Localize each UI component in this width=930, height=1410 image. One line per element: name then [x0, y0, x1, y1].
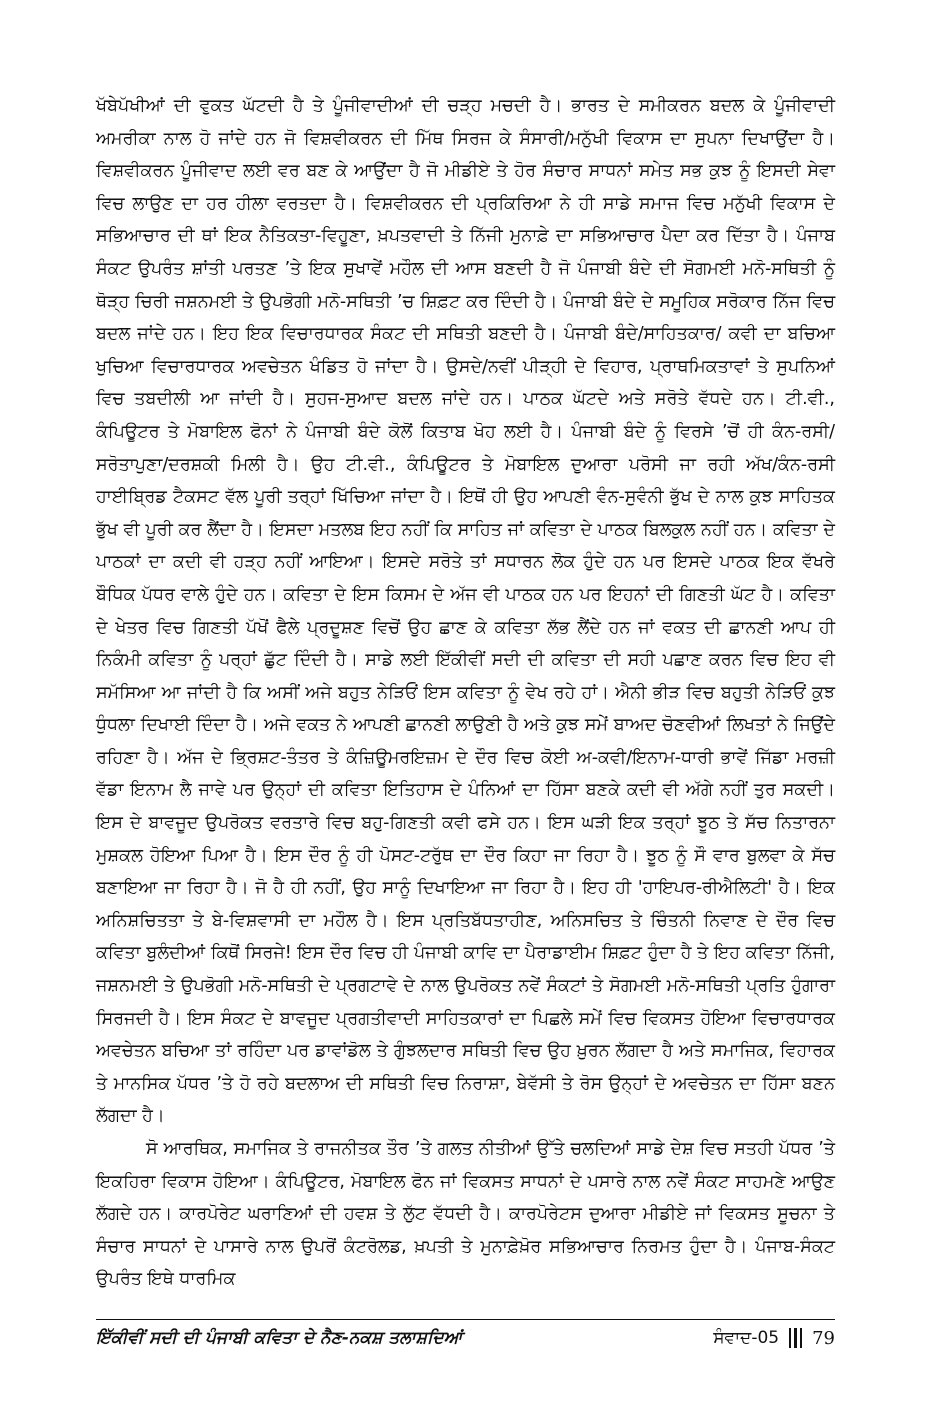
footer-right — [713, 1328, 835, 1349]
footer-divider — [96, 1319, 835, 1320]
paragraph-1: ਖੱਬੇਪੱਖੀਆਂ ਦੀ ਵੁਕਤ ਘੱਟਦੀ ਹੈ ਤੇ ਪੂੰਜੀਵਾਦੀਆਂ ਦੀ ਚੜ੍ਹ ਮਚਦੀ ਹੈ। ਭਾਰਤ ਦੇ ਸਮੀਕਰਨ ਬਦਲ ਕੇ ਪੂੰਜੀਵਾਦੀ ਅਮਰੀਕਾ ਨਾਲ ਹੋ ਜਾਂਦੇ ਹਨ ਜੋ ਵਿਸ਼ਵੀਕਰਨ ਦੀ ਮਿੱਥ ਸਿਰਜ ਕੇ ਸੰਸਾਰੀ/ਮਨੁੱਖੀ ਵਿਕਾਸ ਦਾ ਸੁਪਨਾ ਦਿਖਾਉਂਦਾ ਹੈ। ਵਿਸ਼ਵੀਕਰਨ ਪੂੰਜੀਵਾਦ ਲਈ ਵਰ ਬਣ ਕੇ ਆਉਂਦਾ ਹੈ ਜੋ ਮੀਡੀਏ ਤੇ ਹੋਰ ਸੰਚਾਰ ਸਾਧਨਾਂ ਸਮੇਤ ਸਭ ਕੁਝ ਨੂੰ ਇਸਦੀ ਸੇਵਾ ਵਿਚ ਲਾਉਣ ਦਾ ਹਰ ਹੀਲਾ ਵਰਤਦਾ ਹੈ। ਵਿਸ਼ਵੀਕਰਨ ਦੀ ਪ੍ਰਕਿਰਿਆ ਨੇ ਹੀ ਸਾਡੇ ਸਮਾਜ ਵਿਚ ਮਨੁੱਖੀ ਵਿਕਾਸ ਦੇ ਸਭਿਆਚਾਰ ਦੀ ਥਾਂ ਇਕ ਨੈਤਿਕਤਾ-ਵਿਹੂਣਾ, ਖ਼ਪਤਵਾਦੀ ਤੇ ਨਿੱਜੀ ਮੁਨਾਫ਼ੇ ਦਾ ਸਭਿਆਚਾਰ ਪੈਦਾ ਕਰ ਦਿੱਤਾ ਹੈ। ਪੰਜਾਬ ਸੰਕਟ ਉਪਰੰਤ ਸ਼ਾਂਤੀ ਪਰਤਣ ’ਤੇ ਇਕ ਸੁਖਾਵੇਂ ਮਹੌਲ ਦੀ ਆਸ ਬਣਦੀ ਹੈ ਜੋ ਪੰਜਾਬੀ ਬੰਦੇ ਦੀ ਸੋਗਮਈ ਮਨੋ-ਸਥਿਤੀ ਨੂੰ ਥੋੜ੍ਹ ਚਿਰੀ ਜਸ਼ਨਮਈ ਤੇ ਉਪਭੋਗੀ ਮਨੋ-ਸਥਿਤੀ ’ਚ ਸ਼ਿਫ਼ਟ ਕਰ ਦਿੰਦੀ ਹੈ। ਪੰਜਾਬੀ ਬੰਦੇ ਦੇ ਸਮੂਹਿਕ ਸਰੋਕਾਰ ਨਿੱਜ ਵਿਚ ਬਦਲ ਜਾਂਦੇ ਹਨ। ਇਹ ਇਕ ਵਿਚਾਰਧਾਰਕ ਸੰਕਟ ਦੀ ਸਥਿਤੀ ਬਣਦੀ ਹੈ। ਪੰਜਾਬੀ ਬੰਦੇ/ਸਾਹਿਤਕਾਰ/ ਕਵੀ ਦਾ ਬਚਿਆ ਖੁਚਿਆ ਵਿਚਾਰਧਾਰਕ ਅਵਚੇਤਨ ਖੰਡਿਤ ਹੋ ਜਾਂਦਾ ਹੈ। ਉਸਦੇ/ਨਵੀਂ ਪੀੜ੍ਹੀ ਦੇ ਵਿਹਾਰ, ਪ੍ਰਾਥਮਿਕਤਾਵਾਂ ਤੇ ਸੁਪਨਿਆਂ ਵਿਚ ਤਬਦੀਲੀ ਆ ਜਾਂਦੀ ਹੈ। ਸੁਹਜ-ਸੁਆਦ ਬਦਲ ਜਾਂਦੇ ਹਨ। ਪਾਠਕ ਘੱਟਦੇ ਅਤੇ ਸਰੋਤੇ ਵੱਧਦੇ ਹਨ। ਟੀ.ਵੀ., ਕੰਪਿਊਟਰ ਤੇ ਮੋਬਾਇਲ ਫੋਨਾਂ ਨੇ ਪੰਜਾਬੀ ਬੰਦੇ ਕੋਲੋਂ ਕਿਤਾਬ ਖੋਹ ਲਈ ਹੈ। ਪੰਜਾਬੀ ਬੰਦੇ ਨੂੰ ਵਿਰਸੇ ’ਚੋਂ ਹੀ ਕੰਨ-ਰਸੀ/ਸਰੋਤਾਪੁਣਾ/ਦਰਸ਼ਕੀ ਮਿਲੀ ਹੈ। ਉਹ ਟੀ.ਵੀ., ਕੰਪਿਊਟਰ ਤੇ ਮੋਬਾਇਲ ਦੁਆਰਾ ਪਰੋਸੀ ਜਾ ਰਹੀ ਅੱਖ/ਕੰਨ-ਰਸੀ ਹਾਈਬ੍ਰਿਡ ਟੈਕਸਟ ਵੱਲ ਪੂਰੀ ਤਰ੍ਹਾਂ ਖਿੱਚਿਆ ਜਾਂਦਾ ਹੈ। ਇਥੋਂ ਹੀ ਉਹ ਆਪਣੀ ਵੰਨ-ਸੁਵੰਨੀ ਭੁੱਖ ਦੇ ਨਾਲ ਕੁਝ ਸਾਹਿਤਕ ਭੁੱਖ ਵੀ ਪੂਰੀ ਕਰ ਲੈਂਦਾ ਹੈ। ਇਸਦਾ ਮਤਲਬ ਇਹ ਨਹੀਂ ਕਿ ਸਾਹਿਤ ਜਾਂ ਕਵਿਤਾ ਦੇ ਪਾਠਕ ਬਿਲਕੁਲ ਨਹੀਂ ਹਨ। ਕਵਿਤਾ ਦੇ ਪਾਠਕਾਂ ਦਾ ਕਦੀ ਵੀ ਹੜ੍ਹ ਨਹੀਂ ਆਇਆ। ਇਸਦੇ ਸਰੋਤੇ ਤਾਂ ਸਧਾਰਨ ਲੋਕ ਹੁੰਦੇ ਹਨ ਪਰ ਇਸਦੇ ਪਾਠਕ ਇਕ ਵੱਖਰੇ ਬੌਧਿਕ ਪੱਧਰ ਵਾਲੇ ਹੁੰਦੇ ਹਨ। ਕਵਿਤਾ ਦੇ ਇਸ ਕਿਸਮ ਦੇ ਅੱਜ ਵੀ ਪਾਠਕ ਹਨ ਪਰ ਇਹਨਾਂ ਦੀ ਗਿਣਤੀ ਘੱਟ ਹੈ। ਕਵਿਤਾ ਦੇ ਖੇਤਰ ਵਿਚ ਗਿਣਤੀ ਪੱਖੋਂ ਫੈਲੇ ਪ੍ਰਦੂਸ਼ਣ ਵਿਚੋਂ ਉਹ ਛਾਣ ਕੇ ਕਵਿਤਾ ਲੱਭ ਲੈਂਦੇ ਹਨ ਜਾਂ ਵਕਤ ਦੀ ਛਾਨਣੀ ਆਪ ਹੀ ਨਿਕੰਮੀ ਕਵਿਤਾ ਨੂੰ ਪਰ੍ਹਾਂ ਛੁੱਟ ਦਿੰਦੀ ਹੈ। ਸਾਡੇ ਲਈ ਇੱਕੀਵੀਂ ਸਦੀ ਦੀ ਕਵਿਤਾ ਦੀ ਸਹੀ ਪਛਾਣ ਕਰਨ ਵਿਚ ਇਹ ਵੀ ਸਮੱਸਿਆ ਆ ਜਾਂਦੀ ਹੈ ਕਿ ਅਸੀਂ ਅਜੇ ਬਹੁਤ ਨੇੜਿਓਂ ਇਸ ਕਵਿਤਾ ਨੂੰ ਵੇਖ ਰਹੇ ਹਾਂ। ਐਨੀ ਭੀੜ ਵਿਚ ਬਹੁਤੀ ਨੇੜਿਓਂ ਕੁਝ ਧੁੰਧਲਾ ਦਿਖਾਈ ਦਿੰਦਾ ਹੈ। ਅਜੇ ਵਕਤ ਨੇ ਆਪਣੀ ਛਾਨਣੀ ਲਾਉਣੀ ਹੈ ਅਤੇ ਕੁਝ ਸਮੇਂ ਬਾਅਦ ਚੋਣਵੀਆਂ ਲਿਖਤਾਂ ਨੇ ਜਿਉਂਦੇ ਰਹਿਣਾ ਹੈ। ਅੱਜ ਦੇ ਭ੍ਰਿਸ਼ਟ-ਤੰਤਰ ਤੇ ਕੰਜ਼ਿਊਮਰਇਜ਼ਮ ਦੇ ਦੌਰ ਵਿਚ ਕੋਈ ਅ-ਕਵੀ/ਇਨਾਮ-ਧਾਰੀ ਭਾਵੇਂ ਜਿੱਡਾ ਮਰਜ਼ੀ ਵੱਡਾ ਇਨਾਮ ਲੈ ਜਾਵੇ ਪਰ ਉਨ੍ਹਾਂ ਦੀ ਕਵਿਤਾ ਇਤਿਹਾਸ ਦੇ ਪੰਨਿਆਂ ਦਾ ਹਿੱਸਾ ਬਣਕੇ ਕਦੀ ਵੀ ਅੱਗੇ ਨਹੀਂ ਤੁਰ ਸਕਦੀ। ਇਸ ਦੇ ਬਾਵਜੂਦ ਉਪਰੋਕਤ ਵਰਤਾਰੇ ਵਿਚ ਬਹੁ-ਗਿਣਤੀ ਕਵੀ ਫਸੇ ਹਨ। ਇਸ ਘੜੀ ਇਕ ਤਰ੍ਹਾਂ ਝੂਠ ਤੇ ਸੱਚ ਨਿਤਾਰਨਾ ਮੁਸ਼ਕਲ ਹੋਇਆ ਪਿਆ ਹੈ। ਇਸ ਦੌਰ ਨੂੰ ਹੀ ਪੋਸਟ-ਟਰੁੱਥ ਦਾ ਦੌਰ ਕਿਹਾ ਜਾ ਰਿਹਾ ਹੈ। ਝੂਠ ਨੂੰ ਸੌ ਵਾਰ ਬੁਲਵਾ ਕੇ ਸੱਚ ਬਣਾਇਆ ਜਾ ਰਿਹਾ ਹੈ। ਜੋ ਹੈ ਹੀ ਨਹੀਂ, ਉਹ ਸਾਨੂੰ ਦਿਖਾਇਆ ਜਾ ਰਿਹਾ ਹੈ। ਇਹ ਹੀ 'ਹਾਇਪਰ-ਰੀਐਲਿਟੀ' ਹੈ। ਇਕ ਅਨਿਸ਼ਚਿਤਤਾ ਤੇ ਬੇ-ਵਿਸ਼ਵਾਸੀ ਦਾ ਮਹੌਲ ਹੈ। ਇਸ ਪ੍ਰਤਿਬੱਧਤਾਹੀਣ, ਅਨਿਸਚਿਤ ਤੇ ਚਿੰਤਨੀ ਨਿਵਾਣ ਦੇ ਦੌਰ ਵਿਚ ਕਵਿਤਾ ਬੁਲੰਦੀਆਂ ਕਿਥੋਂ ਸਿਰਜੇ! ਇਸ ਦੌਰ ਵਿਚ ਹੀ ਪੰਜਾਬੀ ਕਾਵਿ ਦਾ ਪੈਰਾਡਾਈਮ ਸ਼ਿਫ਼ਟ ਹੁੰਦਾ ਹੈ ਤੇ ਇਹ ਕਵਿਤਾ ਨਿੱਜੀ, ਜਸ਼ਨਮਈ ਤੇ ਉਪਭੋਗੀ ਮਨੋ-ਸਥਿਤੀ ਦੇ ਪ੍ਰਗਟਾਵੇ ਦੇ ਨਾਲ ਉਪਰੋਕਤ ਨਵੇਂ ਸੰਕਟਾਂ ਤੇ ਸੋਗਮਈ ਮਨੋ-ਸਥਿਤੀ ਪ੍ਰਤਿ ਹੁੰਗਾਰਾ ਸਿਰਜਦੀ ਹੈ। ਇਸ ਸੰਕਟ ਦੇ ਬਾਵਜੂਦ ਪ੍ਰਗਤੀਵਾਦੀ ਸਾਹਿਤਕਾਰਾਂ ਦਾ ਪਿਛਲੇ ਸਮੇਂ ਵਿਚ ਵਿਕਸਤ ਹੋਇਆ ਵਿਚਾਰਧਾਰਕ ਅਵਚੇਤਨ ਬਚਿਆ ਤਾਂ ਰਹਿੰਦਾ ਪਰ ਡਾਵਾਂਡੋਲ ਤੇ ਗੁੰਝਲਦਾਰ ਸਥਿਤੀ ਵਿਚ ਉਹ ਖ਼ੁਰਨ ਲੱਗਦਾ ਹੈ ਅਤੇ ਸਮਾਜਿਕ, ਵਿਹਾਰਕ ਤੇ ਮਾਨਸਿਕ ਪੱਧਰ ’ਤੇ ਹੋ ਰਹੇ ਬਦਲਾਅ ਦੀ ਸਥਿਤੀ ਵਿਚ ਨਿਰਾਸ਼ਾ, ਬੇਵੱਸੀ ਤੇ ਰੋਸ ਉਨ੍ਹਾਂ ਦੇ ਅਵਚੇਤਨ ਦਾ ਹਿੱਸਾ ਬਣਨ ਲੱਗਦਾ ਹੈ। — [96, 96, 835, 1127]
bar-left — [789, 1328, 791, 1348]
bar-middle — [794, 1328, 797, 1348]
triple-bar-icon — [789, 1328, 802, 1348]
bar-right — [800, 1328, 802, 1348]
body-text — [96, 90, 835, 1296]
page-number: 79 — [812, 1327, 835, 1349]
page-footer — [96, 1322, 835, 1354]
paragraph-2: ਸੋ ਆਰਥਿਕ, ਸਮਾਜਿਕ ਤੇ ਰਾਜਨੀਤਕ ਤੌਰ ’ਤੇ ਗਲਤ ਨੀਤੀਆਂ ਉੱਤੇ ਚਲਦਿਆਂ ਸਾਡੇ ਦੇਸ਼ ਵਿਚ ਸਤਹੀ ਪੱਧਰ ’ਤੇ ਇਕਹਿਰਾ ਵਿਕਾਸ ਹੋਇਆ। ਕੰਪਿਊਟਰ, ਮੋਬਾਇਲ ਫੋਨ ਜਾਂ ਵਿਕਸਤ ਸਾਧਨਾਂ ਦੇ ਪਸਾਰੇ ਨਾਲ ਨਵੇਂ ਸੰਕਟ ਸਾਹਮਣੇ ਆਉਣ ਲੱਗਦੇ ਹਨ। ਕਾਰਪੋਰੇਟ ਘਰਾਣਿਆਂ ਦੀ ਹਵਸ਼ ਤੇ ਲੁੱਟ ਵੱਧਦੀ ਹੈ। ਕਾਰਪੋਰੇਟਸ ਦੁਆਰਾ ਮੀਡੀਏ ਜਾਂ ਵਿਕਸਤ ਸੂਚਨਾ ਤੇ ਸੰਚਾਰ ਸਾਧਨਾਂ ਦੇ ਪਾਸਾਰੇ ਨਾਲ ਉਪਰੋਂ ਕੰਟਰੋਲਡ, ਖ਼ਪਤੀ ਤੇ ਮੁਨਾਫ਼ੇਖ਼ੋਰ ਸਭਿਆਚਾਰ ਨਿਰਮਤ ਹੁੰਦਾ ਹੈ। ਪੰਜਾਬ-ਸੰਕਟ ਉਪਰੰਤ ਇਥੇ ਧਾਰਮਿਕ — [96, 1139, 835, 1290]
running-title: ਇੱਕੀਵੀਂ ਸਦੀ ਦੀ ਪੰਜਾਬੀ ਕਵਿਤਾ ਦੇ ਨੈਣ-ਨਕਸ਼ ਤਲਾਸ਼ਦਿਆਂ — [96, 1328, 463, 1348]
issue-label: ਸੰਵਾਦ-05 — [713, 1328, 780, 1348]
